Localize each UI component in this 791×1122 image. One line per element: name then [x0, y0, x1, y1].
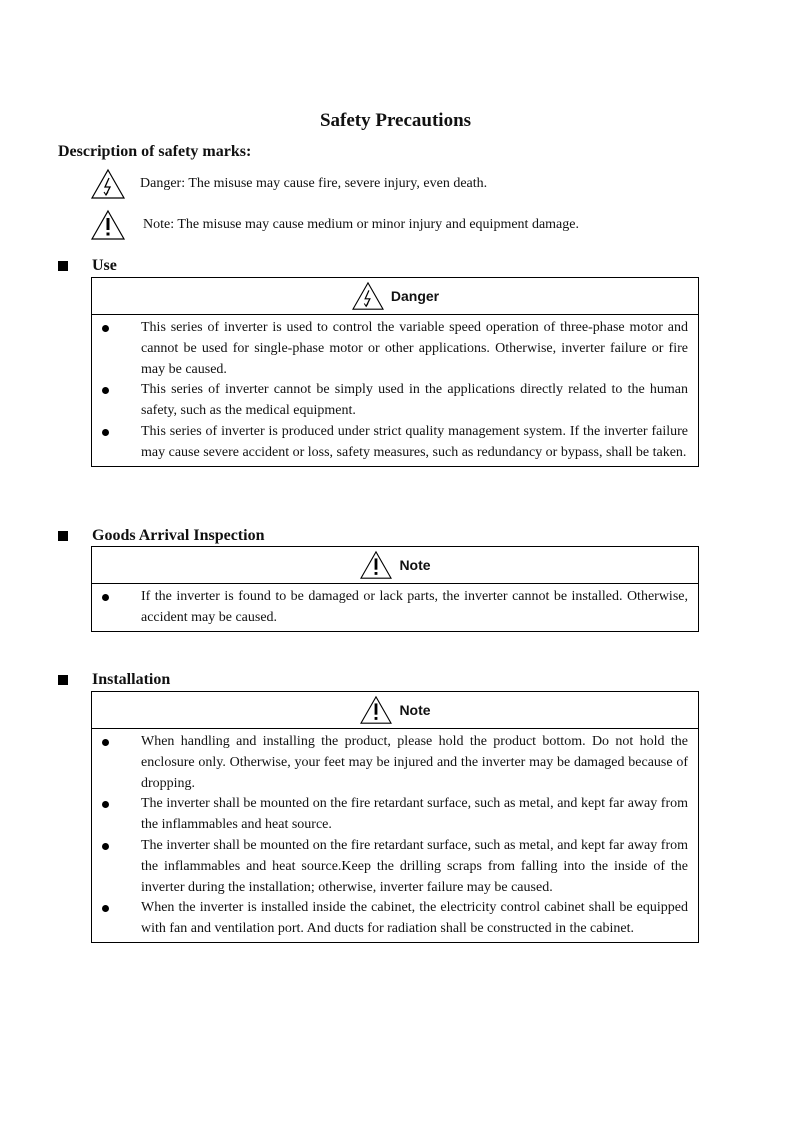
- bullet-icon: [102, 801, 109, 808]
- bullet-icon: [102, 905, 109, 912]
- box-header: [92, 278, 698, 315]
- bullet-icon: [102, 739, 109, 746]
- marks-heading: Description of safety marks:: [58, 143, 252, 160]
- list-item: When the inverter is installed inside the cabinet, the electricity control cabinet shall be equipped with fan and ventilation port. And ducts for radiation shall be constructed in the cabinet.: [92, 898, 688, 940]
- square-bullet-icon: [58, 675, 68, 685]
- bullet-icon: [102, 843, 109, 850]
- note-mark-row: [90, 209, 579, 241]
- danger-description: Danger: The misuse may cause fire, severe injury, even death.: [140, 176, 488, 191]
- section-heading-arrival: Goods Arrival Inspection: [58, 527, 264, 545]
- note-box-installation: [91, 691, 699, 943]
- box-label: Note: [399, 702, 431, 718]
- warning-exclamation-icon: [359, 695, 393, 725]
- high-voltage-icon: [351, 281, 385, 311]
- bullet-icon: [102, 387, 109, 394]
- list-item: This series of inverter is produced under strict quality management system. If the inverter failure may cause severe accident or loss, safety measures, such as redundancy or bypass, shall be taken.: [92, 422, 688, 464]
- warning-exclamation-icon: [90, 209, 126, 241]
- list-item: This series of inverter is used to control the variable speed operation of three-phase motor and cannot be used for single-phase motor or other applications. Otherwise, inverter failure or fire may be caused.: [92, 318, 688, 380]
- box-label: Danger: [390, 288, 440, 304]
- bullet-icon: [102, 594, 109, 601]
- list-item: The inverter shall be mounted on the fire retardant surface, such as metal, and kept far away from the inflammables and heat source.Keep the drilling scraps from falling into the inside of the inverter during the installation; otherwise, inverter failure may be caused.: [92, 836, 688, 898]
- box-label: Note: [399, 557, 431, 573]
- danger-mark-row: [90, 168, 487, 200]
- list-item: When handling and installing the product, please hold the product bottom. Do not hold the enclosure only. Otherwise, your feet may be injured and the inverter may be damaged because of dropping.: [92, 732, 688, 794]
- list-item: The inverter shall be mounted on the fire retardant surface, such as metal, and kept far away from the inflammables and heat source.: [92, 794, 688, 836]
- box-header: [92, 547, 698, 584]
- square-bullet-icon: [58, 531, 68, 541]
- bullet-icon: [102, 429, 109, 436]
- square-bullet-icon: [58, 261, 68, 271]
- section-heading-installation: Installation: [58, 671, 170, 689]
- box-header: [92, 692, 698, 729]
- note-description: Note: The misuse may cause medium or minor injury and equipment damage.: [143, 217, 579, 232]
- danger-box-use: [91, 277, 699, 467]
- list-item: If the inverter is found to be damaged or lack parts, the inverter cannot be installed. Otherwise, accident may be caused.: [92, 587, 688, 629]
- warning-exclamation-icon: [359, 550, 393, 580]
- bullet-icon: [102, 325, 109, 332]
- note-box-arrival: [91, 546, 699, 632]
- high-voltage-icon: [90, 168, 126, 200]
- section-heading-use: Use: [58, 257, 117, 275]
- list-item: This series of inverter cannot be simply used in the applications directly related to the human safety, such as the medical equipment.: [92, 380, 688, 422]
- page-title: Safety Precautions: [319, 110, 472, 131]
